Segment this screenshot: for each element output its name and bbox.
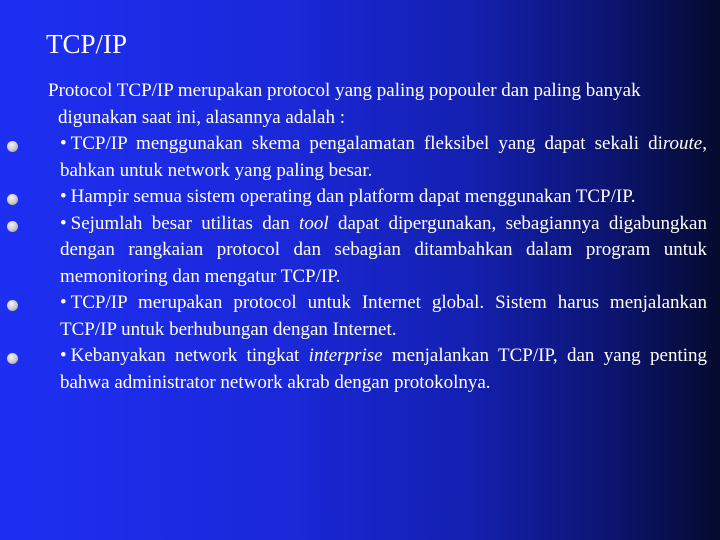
- bullet-dot-icon: [7, 141, 18, 152]
- bullet-marker: •: [60, 212, 67, 234]
- bullet-text: TCP/IP menggunakan skema pengalamatan fleksibel yang dapat sekali di: [70, 133, 663, 154]
- bullet-marker: •: [60, 186, 67, 207]
- intro-lead: Protocol TCP/IP: [48, 80, 174, 101]
- bullet-text-after: dapat dipergunakan, sebagiannya digabungkan dengan rangkaian protocol dan sebagian ditambahkan dalam program untuk memonitoring dan mengatur TCP/IP.: [60, 212, 707, 287]
- bullet-dot-icon: [7, 353, 18, 364]
- bullet-item: [60, 131, 707, 184]
- slide-title: TCP/IP: [46, 29, 128, 59]
- bullet-text-after: menjalankan TCP/IP, dan yang penting bahwa administrator network akrab dengan protokolnya.: [60, 345, 708, 393]
- bullet-text: Kebanyakan network tingkat: [70, 345, 309, 366]
- bullet-text-after: , bahkan untuk network yang paling besar.: [60, 133, 707, 181]
- bullet-italic-text: route: [662, 133, 703, 154]
- intro-paragraph: [48, 78, 706, 131]
- intro-text: merupakan protocol yang paling popouler dan paling banyak digunakan saat ini, alasannya adalah :: [58, 80, 641, 128]
- bullet-list: [0, 131, 720, 396]
- bullet-dot-icon: [7, 300, 18, 311]
- bullet-dot-icon: [7, 221, 18, 232]
- bullet-italic-text: interprise: [308, 345, 383, 366]
- bullet-marker: •: [60, 292, 67, 313]
- slide-content: [0, 78, 720, 396]
- bullet-text: TCP/IP merupakan protocol untuk Internet global. Sistem harus menjalankan TCP/IP untuk berhubungan dengan Internet.: [60, 292, 707, 340]
- bullet-text: Sejumlah besar utilitas dan: [70, 212, 300, 234]
- bullet-item: [60, 290, 707, 343]
- bullet-italic-text: tool: [299, 212, 329, 234]
- bullet-dot-icon: [7, 194, 18, 205]
- bullet-item: [60, 184, 707, 211]
- bullet-text: Hampir semua sistem operating dan platform dapat menggunakan TCP/IP.: [70, 186, 636, 207]
- bullet-marker: •: [60, 133, 67, 154]
- bullet-marker: •: [60, 345, 67, 366]
- bullet-item: [60, 343, 707, 396]
- bullet-item: [60, 211, 707, 291]
